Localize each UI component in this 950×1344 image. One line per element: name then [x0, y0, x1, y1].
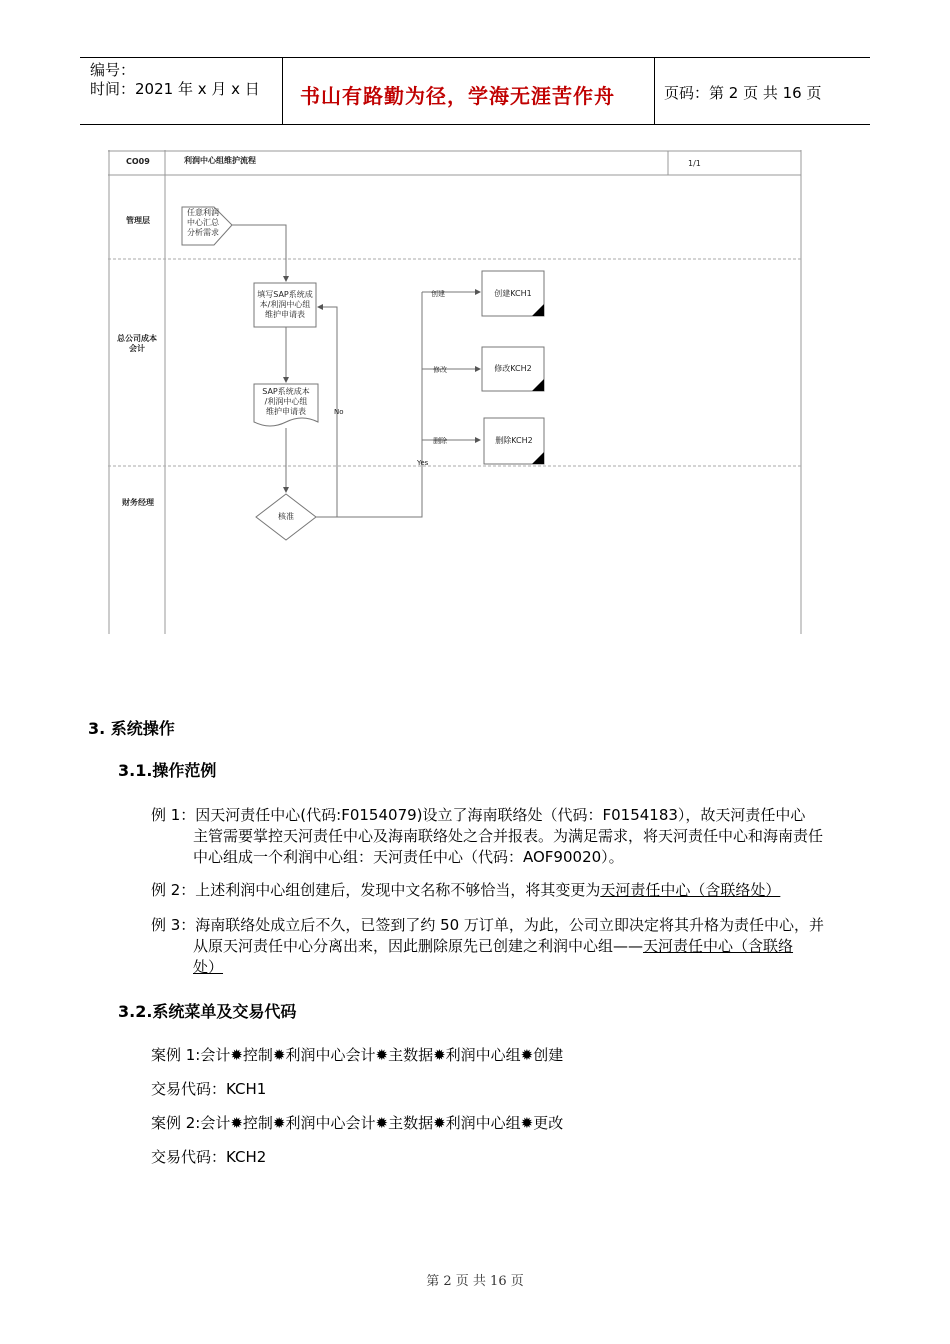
- header-date: 时间：2021 年 x 月 x 日: [90, 80, 260, 98]
- header-bottom-rule: [80, 124, 870, 125]
- flowchart-code: CO09: [126, 157, 150, 166]
- edge-create-label: 创建: [431, 290, 445, 298]
- example-3-line1: 例 3：海南联络处成立后不久，已签到了约 50 万订单，为此，公司立即决定将其升格为责任中心，并: [151, 916, 824, 934]
- case-1-code: 交易代码：KCH1: [151, 1080, 267, 1098]
- node-approve-label: 核准: [278, 512, 294, 521]
- flowchart: [108, 150, 802, 634]
- lane-cost-accounting: 总公司成本 会计: [117, 334, 157, 353]
- lane-management: 管理层: [126, 216, 150, 225]
- header-divider: [654, 57, 655, 124]
- case-2-code: 交易代码：KCH2: [151, 1148, 267, 1166]
- example-2-link: 天河责任中心（含联络处）: [600, 881, 781, 899]
- header-motto: 书山有路勤为径，学海无涯苦作舟: [300, 84, 615, 108]
- case-2-menu: 案例 2:会计✹控制✹利润中心会计✹主数据✹利润中心组✹更改: [151, 1114, 564, 1132]
- example-3-link: 天河责任中心（含联络: [643, 937, 794, 955]
- node-delete-label: 删除KCH2: [495, 436, 533, 445]
- node-change-label: 修改KCH2: [494, 364, 532, 373]
- page-footer: 第 2 页 共 16 页: [426, 1274, 524, 1289]
- node-start-label: 任意利润 中心汇总 分析需求: [187, 208, 219, 237]
- node-create-label: 创建KCH1: [494, 289, 532, 298]
- case-1-menu: 案例 1:会计✹控制✹利润中心会计✹主数据✹利润中心组✹创建: [151, 1046, 564, 1064]
- header-number-label: 编号：: [90, 61, 136, 79]
- edge-change-label: 修改: [433, 366, 447, 374]
- example-1-line3: 中心组成一个利润中心组：天河责任中心（代码：AOF90020）。: [193, 848, 624, 866]
- example-3-text: 从原天河责任中心分离出来，因此删除原先已创建之利润中心组——: [193, 937, 644, 955]
- subsection-menu-codes: 3.2.系统菜单及交易代码: [118, 1002, 297, 1021]
- node-form-doc-label: SAP系统成本 /利润中心组 维护申请表: [262, 387, 310, 416]
- flowchart-title: 利润中心组维护流程: [184, 156, 256, 165]
- node-fill-form-label: 填写SAP系统成 本/利润中心组 维护申请表: [257, 290, 313, 319]
- example-3-line2: [193, 936, 793, 957]
- header-page-info: 页码：第 2 页 共 16 页: [664, 84, 822, 102]
- edge-yes-label: Yes: [417, 459, 429, 467]
- example-3-line3: 处）: [193, 958, 224, 976]
- edge-delete-label: 删除: [433, 437, 447, 445]
- header-divider: [282, 57, 283, 124]
- lane-finance-manager: 财务经理: [122, 498, 154, 507]
- edge-no-label: No: [334, 408, 344, 416]
- example-1-line2: 主管需要掌控天河责任中心及海南联络处之合并报表。为满足需求，将天河责任中心和海南责任: [193, 827, 824, 845]
- example-1-line1: 例 1：因天河责任中心(代码:F0154079)设立了海南联络处（代码：F0154183），故天河责任中心: [151, 806, 806, 824]
- subsection-examples: 3.1.操作范例: [118, 761, 217, 780]
- header-top-rule: [80, 57, 870, 58]
- section-heading: 3. 系统操作: [88, 719, 175, 738]
- example-2-text: 例 2：上述利润中心组创建后，发现中文名称不够恰当，将其变更为: [151, 881, 601, 899]
- flowchart-page: 1/1: [688, 159, 701, 168]
- example-2: [151, 880, 780, 901]
